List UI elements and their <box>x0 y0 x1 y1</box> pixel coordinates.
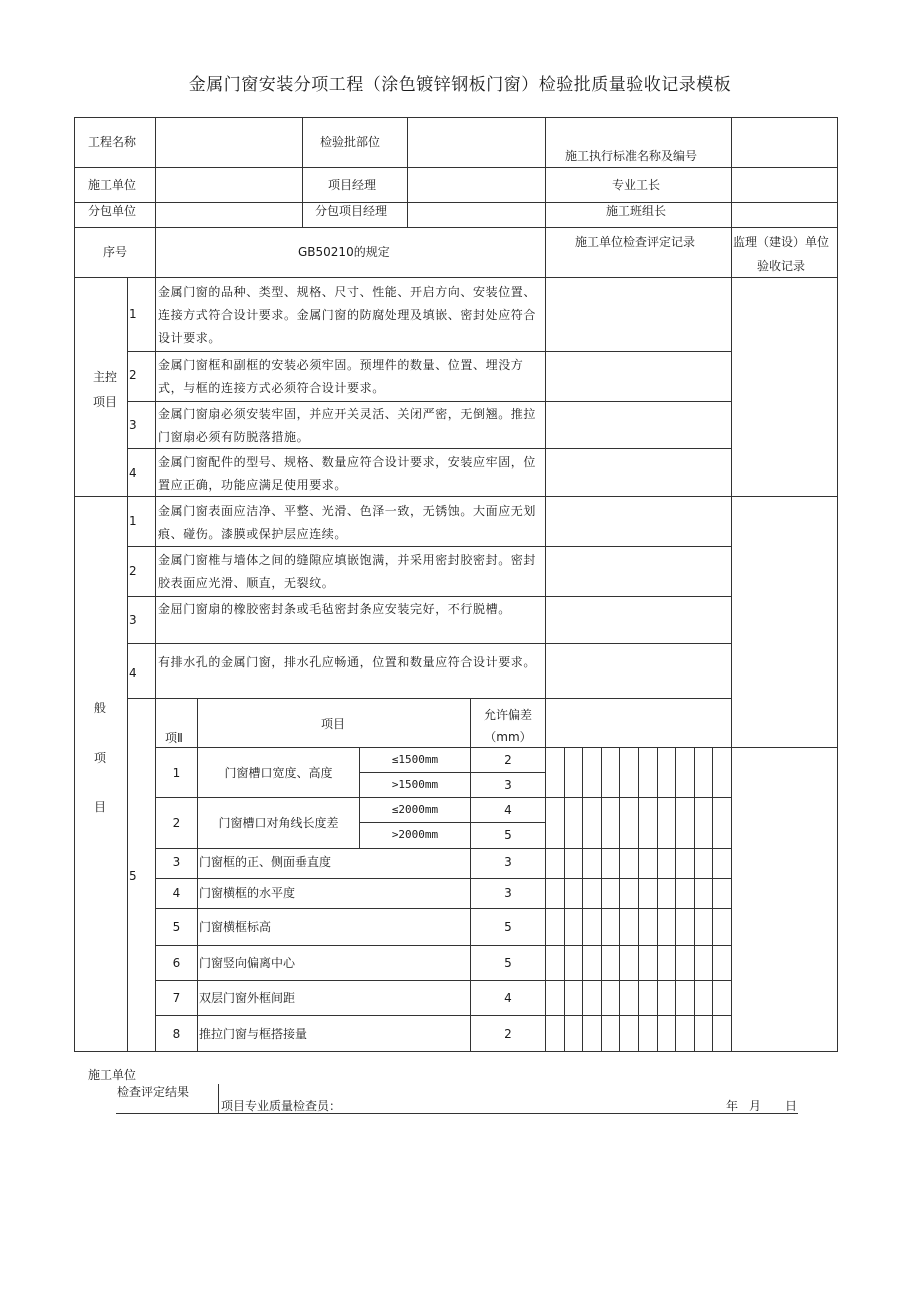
supervision-label-1: 监理（建设）单位 <box>733 235 830 249</box>
tol-row-no: 7 <box>172 991 181 1005</box>
col-item: 项目 <box>321 717 346 731</box>
general-item-text: 金属门窗椎与墙体之间的缝隙应填嵌饱满，并采用密封胶密封。密封胶表面应光滑、顺直，无裂纹。 <box>158 553 537 590</box>
tol-row-no: 3 <box>172 855 181 869</box>
footer-result-label: 检查评定结果 <box>117 1085 190 1099</box>
project-name-label: 工程名称 <box>88 135 137 149</box>
seq-label: 序号 <box>103 245 128 259</box>
standard-label: 施工执行标准名称及编号 <box>565 149 698 163</box>
main-control-label-1: 主控 <box>93 370 118 384</box>
tol-row-cond: ≤1500mm <box>391 753 439 766</box>
general-item-text: 金属门窗表面应洁净、平整、光滑、色泽一致，无锈蚀。大面应无划痕、碰伤。漆膜或保护层应连续。 <box>158 504 537 541</box>
tol-row-no: 1 <box>172 766 181 780</box>
col-allow-2: （mm） <box>484 730 532 744</box>
tol-row-value: 4 <box>504 803 512 817</box>
footer-day: 日 <box>785 1099 798 1113</box>
page-title: 金属门窗安装分项工程（涂色镀锌钢板门窗）检验批质量验收记录模板 <box>188 75 732 95</box>
tol-row-no: 5 <box>172 920 181 934</box>
tol-row-name: 门窗横框的水平度 <box>199 886 296 900</box>
foreman-label: 专业工长 <box>612 178 661 192</box>
project-manager-label: 项目经理 <box>328 178 377 192</box>
general-label-char: 项 <box>93 751 106 765</box>
main-item-no: 1 <box>129 307 137 321</box>
footer-unit-label: 施工单位 <box>88 1068 137 1082</box>
tol-row-no: 2 <box>172 816 181 830</box>
tol-row-no: 8 <box>172 1027 181 1041</box>
footer-inspector-label: 项目专业质量检查员： <box>221 1099 342 1113</box>
tol-row-value: 3 <box>504 886 512 900</box>
main-item-text: 金属门窗的品种、类型、规格、尺寸、性能、开启方向、安装位置、连接方式符合设计要求。金属门窗的防腐处理及填嵌、密封处应符合设计要求。 <box>158 285 537 345</box>
tol-row-no: 6 <box>172 956 181 970</box>
main-item-no: 2 <box>129 368 137 382</box>
team-leader-label: 施工班组长 <box>606 204 667 218</box>
tol-row-value: 2 <box>504 753 512 767</box>
general-item-text: 有排水孔的金属门窗，排水孔应畅通，位置和数量应符合设计要求。 <box>158 655 537 669</box>
unit-check-label: 施工单位检查评定记录 <box>575 235 696 249</box>
tol-row-name: 门窗框的正、侧面垂直度 <box>199 855 332 869</box>
footer-year: 年 <box>726 1099 739 1113</box>
tol-row-value: 5 <box>504 920 512 934</box>
construction-unit-label: 施工单位 <box>88 178 137 192</box>
general-item-no: 3 <box>129 613 137 627</box>
tol-row-value: 5 <box>504 956 512 970</box>
col-item-no: 项Ⅱ <box>165 731 183 745</box>
spec-label: GB50210的规定 <box>298 245 390 259</box>
general-label-char: 目 <box>93 800 106 814</box>
main-item-no: 4 <box>129 466 137 480</box>
general-item-no: 1 <box>129 514 137 528</box>
tol-row-value: 4 <box>504 991 512 1005</box>
tol-row-name: 推拉门窗与框搭接量 <box>199 1027 308 1041</box>
general-item-text: 金屈门窗扇的橡胶密封条或毛毡密封条应安装完好，不行脱槽。 <box>158 602 511 616</box>
tol-row-cond: ≤2000mm <box>391 803 439 816</box>
tol-row-name: 双层门窗外框间距 <box>199 991 296 1005</box>
tol-row-value: 2 <box>504 1027 512 1041</box>
tol-row-value: 3 <box>504 855 512 869</box>
main-item-text: 金属门窗配件的型号、规格、数量应符合设计要求，安装应牢固，位置应正确，功能应满足使用要求。 <box>158 455 537 492</box>
main-control-label-2: 项目 <box>93 395 118 409</box>
tol-row-cond: >1500mm <box>391 778 439 791</box>
general-item-no: 5 <box>129 869 137 883</box>
tol-row-name: 门窗槽口宽度、高度 <box>224 766 333 780</box>
tol-row-value: 5 <box>504 828 512 842</box>
tol-row-cond: >2000mm <box>391 828 439 841</box>
main-item-text: 金属门窗扇必须安装牢固，并应开关灵活、关闭严密，无倒翘。推拉门窗扇必须有防脱落措施。 <box>158 407 537 444</box>
batch-part-label: 检验批部位 <box>320 135 381 149</box>
general-item-no: 2 <box>129 564 137 578</box>
tol-row-value: 3 <box>504 778 512 792</box>
general-label-char: 般 <box>93 701 106 715</box>
main-item-text: 金属门窗框和副框的安装必须牢固。预埋件的数量、位置、埋没方式，与框的连接方式必须符合设计要求。 <box>158 358 524 395</box>
main-item-no: 3 <box>129 418 137 432</box>
sub-manager-label: 分包项目经理 <box>315 204 388 218</box>
tol-row-name: 门窗横框标高 <box>199 920 272 934</box>
tol-row-no: 4 <box>172 886 181 900</box>
footer-month: 月 <box>749 1099 762 1113</box>
supervision-label-2: 验收记录 <box>757 259 806 273</box>
col-allow-1: 允许偏差 <box>483 708 532 722</box>
tol-row-name: 门窗槽口对角线长度差 <box>218 816 339 830</box>
subcontractor-label: 分包单位 <box>88 204 137 218</box>
general-item-no: 4 <box>129 666 137 680</box>
tol-row-name: 门窗竖向偏离中心 <box>199 956 296 970</box>
